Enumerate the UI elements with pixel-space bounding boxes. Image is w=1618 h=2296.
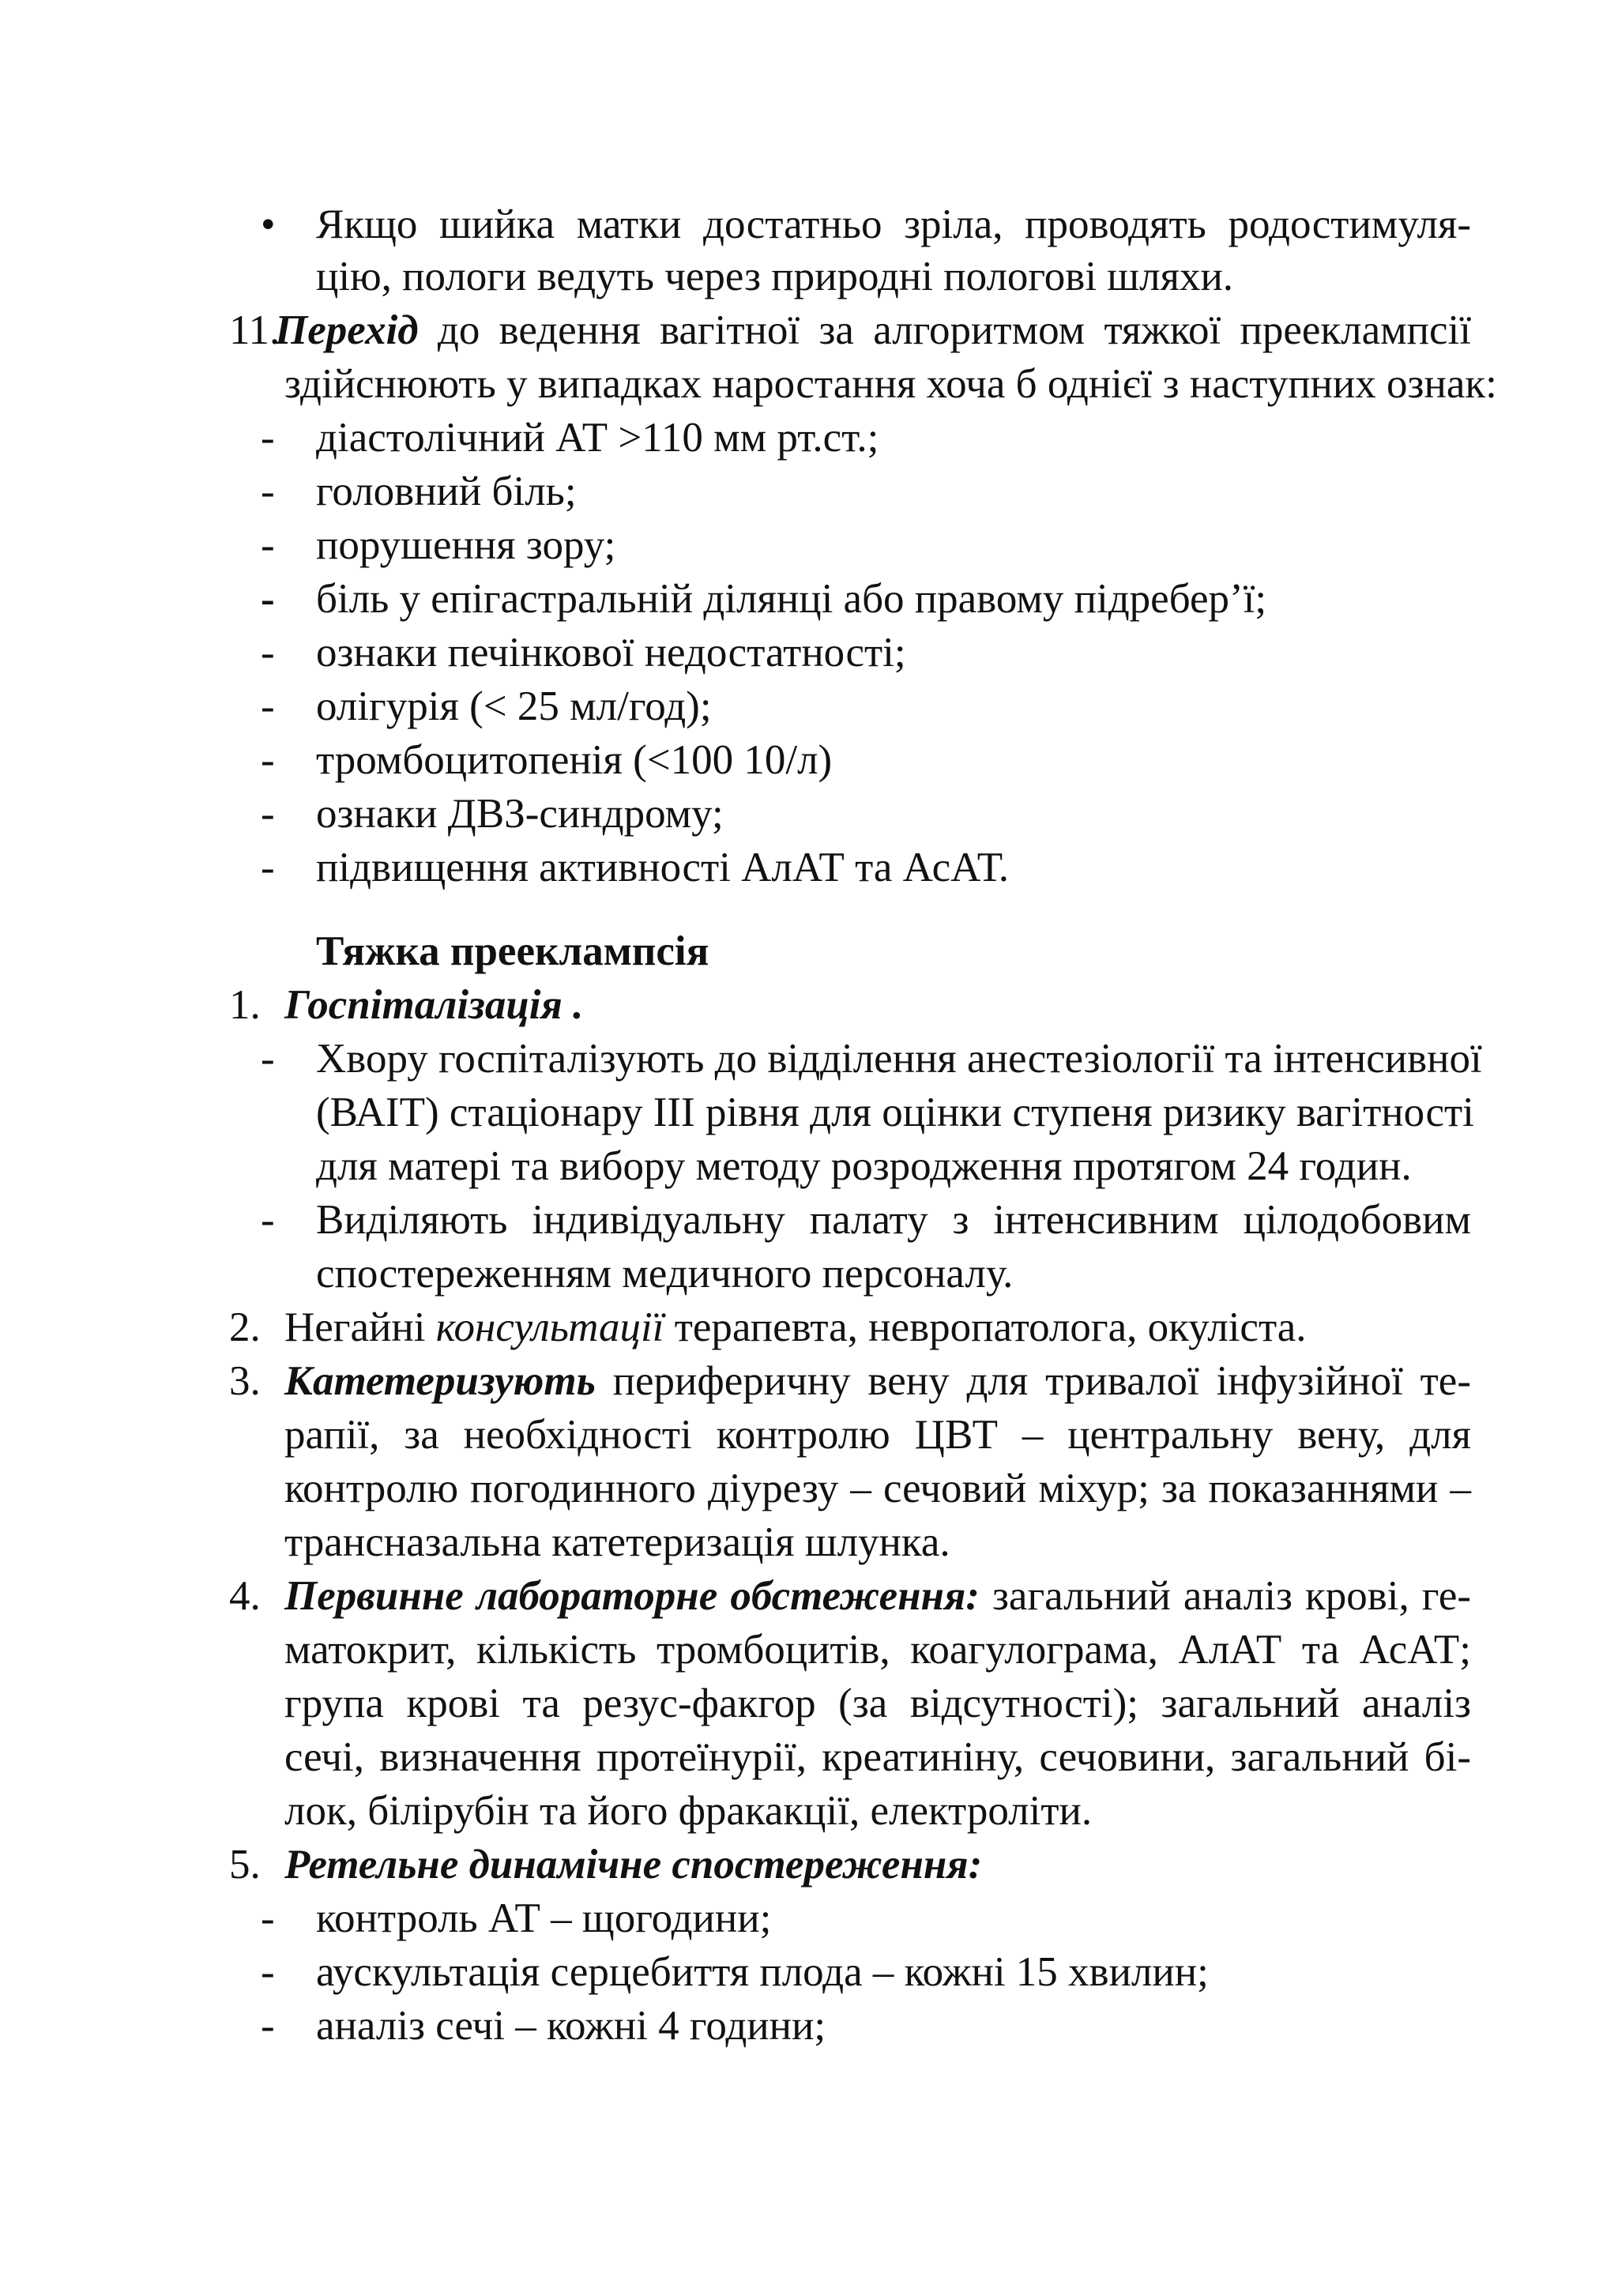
dash-marker: -: [261, 1197, 275, 1243]
dash-marker: -: [261, 2003, 275, 2049]
list-item-title: Госпіталізація .: [284, 982, 584, 1028]
emphasis-lead: Катетеризують: [284, 1358, 596, 1404]
list-number: 4.: [229, 1573, 261, 1619]
sign-item: тромбоцитопенія (<100 10/л): [316, 737, 833, 783]
list-item-line: [284, 1569, 1471, 1623]
sign-item: головний біль;: [316, 469, 577, 514]
sub-item-line: спостереженням медичного персоналу.: [316, 1251, 1014, 1297]
sub-item-line: Виділяють індивідуальну палату з інтенсивним цілодобовим: [316, 1197, 1471, 1243]
list-item-line: [275, 303, 1471, 357]
emphasis-italic: консультації: [435, 1304, 664, 1350]
emphasis-lead: Первинне лабораторне обстеження:: [284, 1573, 980, 1619]
dash-marker: -: [261, 1949, 275, 1995]
sub-item-line: для матері та вибору методу розродження протягом 24 годин.: [316, 1143, 1412, 1189]
dash-marker: -: [261, 1036, 275, 1082]
list-item-line: контролю погодинного діурезу – сечовий міхур; за показаннями –: [284, 1466, 1471, 1511]
dash-marker: -: [261, 469, 275, 514]
list-number: 11.: [229, 307, 280, 353]
bullet-marker: •: [261, 201, 276, 247]
list-item-line: рапії, за необхідності контролю ЦВТ – центральну вену, для: [284, 1412, 1471, 1458]
dash-marker: -: [261, 576, 275, 622]
sign-item: біль у епігастральній ділянці або правому підребер’ї;: [316, 576, 1267, 622]
sign-item: ознаки печінкової недостатності;: [316, 630, 906, 676]
sub-item-line: (ВАІТ) стаціонару ІІІ рівня для оцінки ступеня ризику вагітності: [316, 1090, 1474, 1135]
dash-marker: -: [261, 845, 275, 890]
list-item-title: Ретельне динамічне спостереження:: [284, 1842, 983, 1888]
dash-marker: -: [261, 1895, 275, 1941]
emphasis-lead: Перехід: [275, 307, 419, 353]
list-number: 3.: [229, 1358, 261, 1404]
sign-item: підвищення активності АлАТ та АсАТ.: [316, 845, 1010, 890]
sign-item: діастолічний АТ >110 мм рт.ст.;: [316, 415, 879, 461]
observation-item: аускультація серцебиття плода – кожні 15 хвилин;: [316, 1949, 1209, 1995]
list-item-line: [284, 1354, 1471, 1408]
line-text: Негайні: [284, 1304, 436, 1350]
line-text: до ведення вагітної за алгоритмом тяжкої прееклампсії: [418, 307, 1471, 353]
observation-item: контроль АТ – щогодини;: [316, 1895, 772, 1941]
dash-marker: -: [261, 791, 275, 837]
sign-item: олігурія (< 25 мл/год);: [316, 683, 712, 729]
line-text: загальний аналіз крові, ге-: [979, 1573, 1471, 1619]
list-item-line: здійснюють у випадках наростання хоча б однієї з наступних ознак:: [284, 361, 1497, 407]
list-number: 5.: [229, 1842, 261, 1888]
line-text: периферичну вену для тривалої інфузійної те-: [595, 1358, 1471, 1404]
paragraph-line: цію, пологи ведуть через природні пологові шляхи.: [316, 254, 1234, 299]
section-heading: Тяжка прееклампсія: [316, 928, 709, 974]
list-item-line: сечі, визначення протеїнурії, креатиніну, сечовини, загальний бі-: [284, 1734, 1471, 1780]
list-item-line: трансназальна катетеризація шлунка.: [284, 1519, 950, 1565]
line-text: терапевта, невропатолога, окуліста.: [664, 1304, 1307, 1350]
observation-item: аналіз сечі – кожні 4 години;: [316, 2003, 826, 2049]
list-item-line: матокрит, кількість тромбоцитів, коагулограма, АлАТ та АсАТ;: [284, 1627, 1471, 1673]
dash-marker: -: [261, 522, 275, 568]
sign-item: ознаки ДВЗ-синдрому;: [316, 791, 724, 837]
dash-marker: -: [261, 630, 275, 676]
dash-marker: -: [261, 415, 275, 461]
list-item-line: [284, 1300, 1439, 1354]
sign-item: порушення зору;: [316, 522, 616, 568]
list-number: 1.: [229, 982, 261, 1028]
dash-marker: -: [261, 737, 275, 783]
dash-marker: -: [261, 683, 275, 729]
paragraph-line: Якщо шийка матки достатньо зріла, проводять родостимуля-: [316, 201, 1471, 247]
list-item-line: група крові та резус-факгор (за відсутності); загальний аналіз: [284, 1681, 1471, 1726]
list-number: 2.: [229, 1304, 261, 1350]
list-item-line: лок, білірубін та його фракакції, електроліти.: [284, 1788, 1093, 1834]
sub-item-line: Хвору госпіталізують до відділення анестезіології та інтенсивної: [316, 1036, 1482, 1082]
